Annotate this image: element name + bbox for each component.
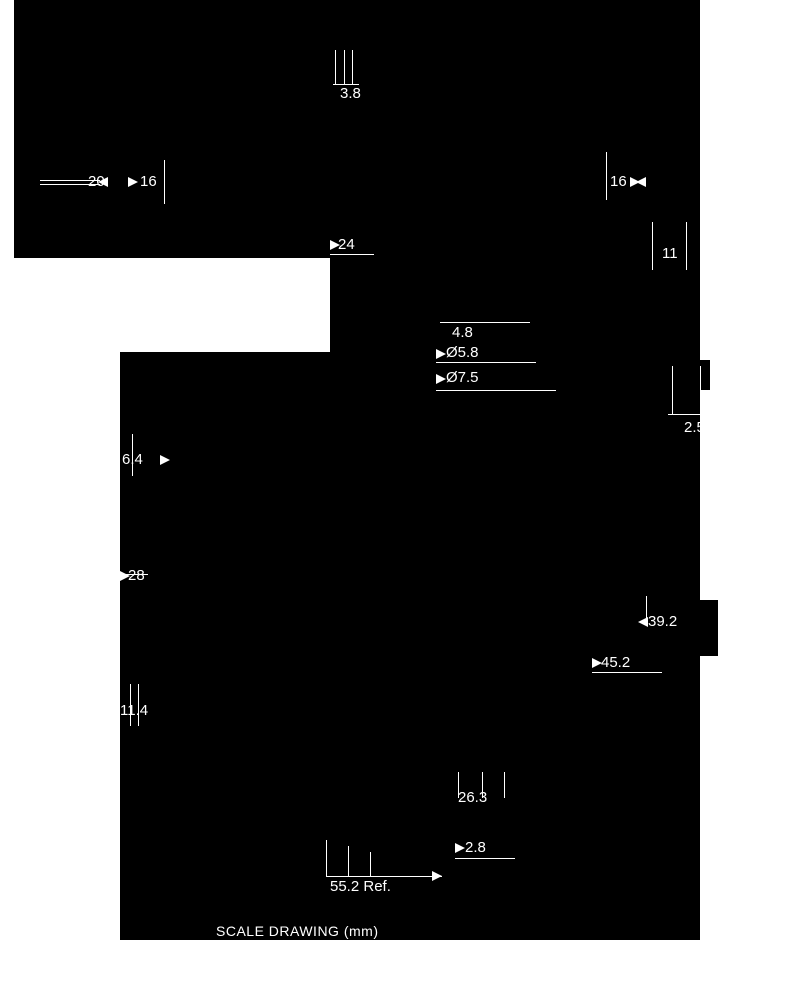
arrow-d5p8 xyxy=(436,349,446,359)
ext-11-b xyxy=(686,222,687,270)
leader-d5p8 xyxy=(436,362,536,363)
ext-16-right-a xyxy=(606,152,607,200)
arrow-d7p5 xyxy=(436,374,446,384)
body-lower-inner xyxy=(124,726,696,940)
ext-16-left xyxy=(164,160,165,204)
dimension-11: 11 xyxy=(662,245,678,262)
ext-2p5-b xyxy=(700,366,701,414)
dimension-20: 20 xyxy=(88,173,105,190)
dimension-28: 28 xyxy=(128,567,145,584)
ext-26p3-c xyxy=(504,772,505,798)
arrow-6p4 xyxy=(160,455,170,465)
body-top-right xyxy=(330,0,700,260)
dimension-26p3: 26.3 xyxy=(458,789,488,806)
dimension-d7p5: Ø7.5 xyxy=(446,369,479,386)
leader-55p2 xyxy=(326,876,442,877)
arrow-2p8 xyxy=(455,843,465,853)
leader-3p8-c xyxy=(352,50,353,84)
ext-11-a xyxy=(652,222,653,270)
dimension-d5p8: Ø5.8 xyxy=(446,344,479,361)
arrow-16-left xyxy=(128,177,138,187)
leader-45p2 xyxy=(592,672,662,673)
dimension-11p4: 11.4 xyxy=(120,702,149,719)
leader-d7p5 xyxy=(436,390,556,391)
ext-55p2-c xyxy=(370,852,371,876)
dimension-4p8: 4.8 xyxy=(452,324,473,341)
leader-2p8 xyxy=(455,858,515,859)
ext-55p2-a xyxy=(326,840,327,876)
drawing-caption: SCALE DRAWING (mm) xyxy=(216,923,379,939)
dimension-45p2: 45.2 xyxy=(601,654,631,671)
dimension-16-right: 16 xyxy=(610,173,627,190)
dimension-39p2: 39.2 xyxy=(648,613,678,630)
body-main xyxy=(120,352,700,732)
ext-2p5-a xyxy=(672,366,673,414)
leader-3p8-b xyxy=(344,50,345,84)
dimension-2p8: 2.8 xyxy=(465,839,486,856)
leader-24 xyxy=(330,254,374,255)
ext-39p2 xyxy=(646,596,647,626)
body-top-left xyxy=(14,0,370,258)
dimension-2p5: 2.5 xyxy=(684,419,705,436)
body-upper-bridge xyxy=(330,258,700,358)
dimension-24: 24 xyxy=(338,236,355,253)
arrow-55p2 xyxy=(432,871,442,881)
dimension-16-left: 16 xyxy=(140,173,157,190)
ext-55p2-b xyxy=(348,846,349,876)
arrow-16-right-b xyxy=(636,177,646,187)
dimension-6p4: 6.4 xyxy=(122,451,143,468)
leader-2p5 xyxy=(668,414,708,415)
dimension-55p2-ref: 55.2 Ref. xyxy=(330,878,391,895)
leader-4p8 xyxy=(440,322,530,323)
corner-fill-a xyxy=(60,60,340,74)
dimension-3p8: 3.8 xyxy=(340,85,361,102)
leader-3p8-a xyxy=(335,50,336,84)
